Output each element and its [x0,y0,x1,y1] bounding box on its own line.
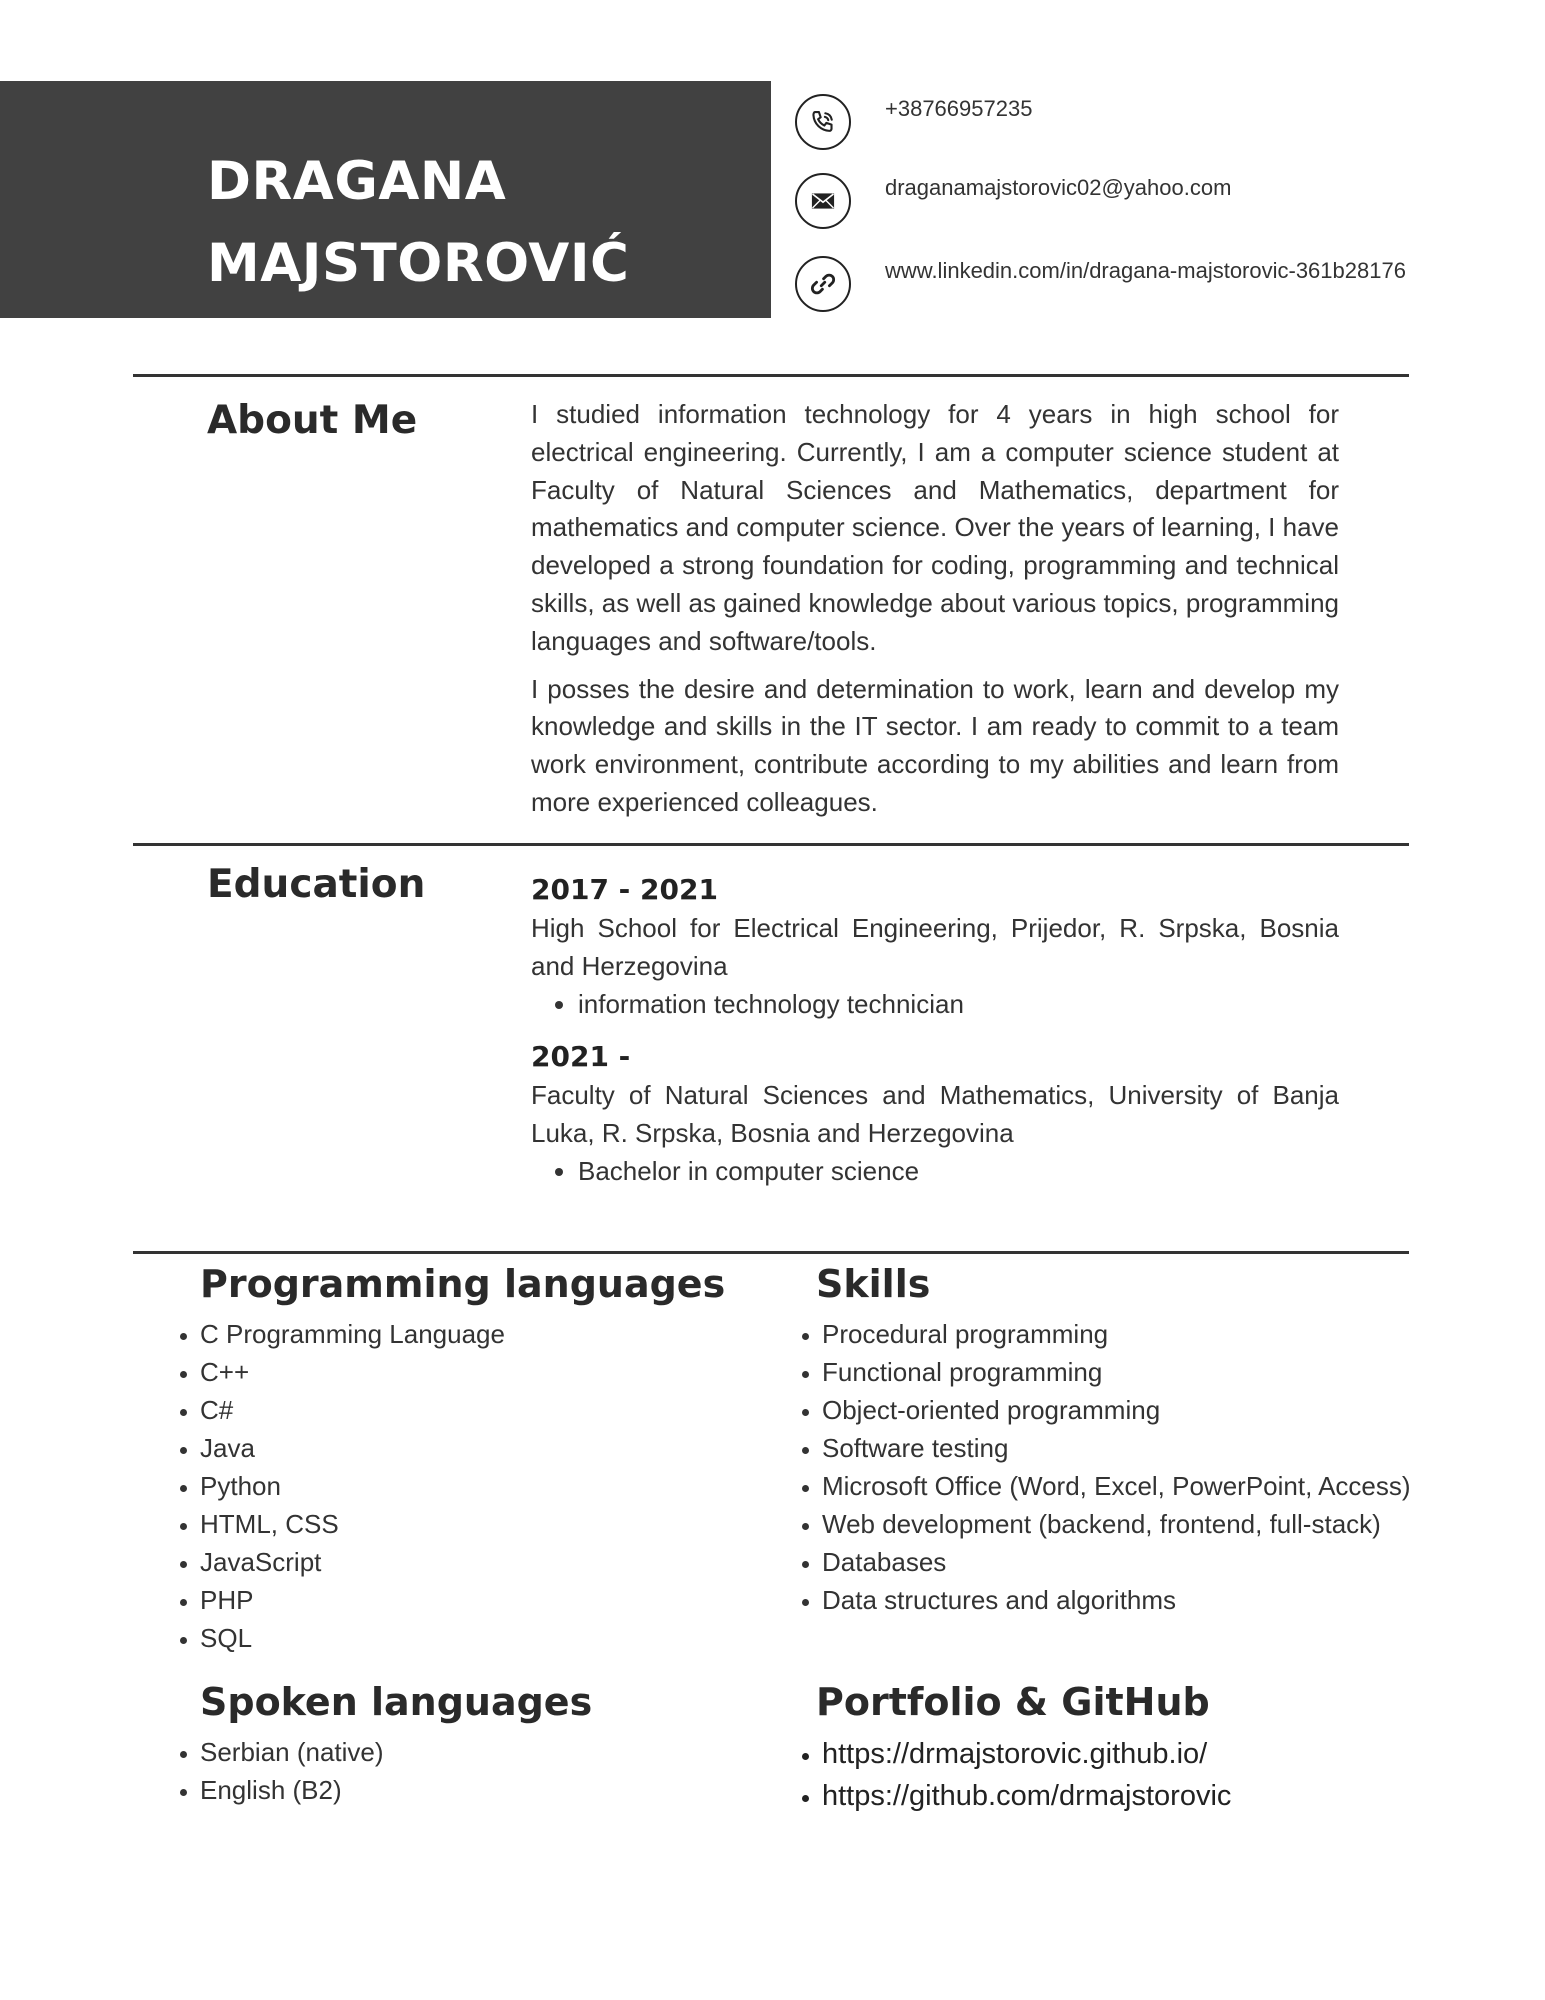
portfolio-link[interactable]: • https://github.com/drmajstorovic [822,1775,1509,1817]
programming-section [167,1253,767,1657]
education-institution: High School for Electrical Engineering, Prijedor, R. Srpska, Bosnia and Herzegovina [531,913,1339,981]
about-text [531,396,1339,832]
education-years: 2021 - [531,1040,631,1074]
first-name: DRAGANA [207,151,507,212]
programming-language-item: • PHP [200,1581,767,1619]
full-name [207,141,629,305]
skill-item: • Databases [822,1543,1509,1581]
divider [133,374,1409,377]
name-banner [0,81,771,318]
last-name: MAJSTOROVIĆ [207,233,630,294]
education-entry [531,870,1339,1023]
contact-linkedin [795,256,1535,320]
spoken-language-item: • Serbian (native) [200,1733,767,1771]
education-heading: Education [207,862,426,907]
programming-language-item: • JavaScript [200,1543,767,1581]
portfolio-section [789,1671,1509,1817]
skill-item: • Procedural programming [822,1315,1509,1353]
skill-item: • Object-oriented programming [822,1391,1509,1429]
phone-number[interactable]: +38766957235 [885,96,1033,121]
phone-icon [795,94,851,150]
spoken-heading: Spoken languages [200,1680,593,1724]
about-paragraph: I posses the desire and determination to work, learn and develop my knowledge and skills in the IT sector. I am ready to commit to a team work environment, contribute according to my abilities and learn from more experienced colleagues. [531,673,1339,817]
education-years: 2017 - 2021 [531,873,718,906]
portfolio-list [789,1733,1509,1817]
skill-item: • Web development (backend, frontend, full-stack) [822,1505,1509,1543]
skill-item: • Data structures and algorithms [822,1581,1509,1619]
email-link[interactable]: draganamajstorovic02@yahoo.com [885,175,1232,200]
skill-item: • Microsoft Office (Word, Excel, PowerPoint, Access) [822,1467,1509,1505]
skills-heading: Skills [816,1262,931,1306]
programming-heading: Programming languages [200,1262,726,1306]
spoken-section [167,1671,767,1809]
skill-item: • Functional programming [822,1353,1509,1391]
spoken-list [167,1733,767,1809]
link-icon [795,256,851,312]
portfolio-link[interactable]: • https://drmajstorovic.github.io/ [822,1733,1509,1775]
about-paragraph: I studied information technology for 4 years in high school for electrical engineering. Currently, I am a computer science student at Faculty of Natural Sciences and Mathematics, department for mathematics and computer science. Over the years of learning, I have developed a strong foundation for coding, programming and technical skills, as well as gained knowledge about various topics, programming languages and software/tools. [531,399,1339,656]
programming-language-item: • HTML, CSS [200,1505,767,1543]
education-entry [531,1037,1339,1190]
divider [133,843,1409,846]
skills-list [789,1315,1509,1619]
programming-language-item: • C++ [200,1353,767,1391]
programming-language-item: • C Programming Language [200,1315,767,1353]
skill-item: • Software testing [822,1429,1509,1467]
programming-language-item: • Java [200,1429,767,1467]
contact-phone [795,94,1535,158]
about-heading: About Me [207,398,418,443]
envelope-icon [795,173,851,229]
spoken-language-item: • English (B2) [200,1771,767,1809]
programming-language-item: • Python [200,1467,767,1505]
programming-language-item: • C# [200,1391,767,1429]
programming-list [167,1315,767,1657]
portfolio-heading: Portfolio & GitHub [816,1680,1210,1724]
education-institution: Faculty of Natural Sciences and Mathematics, University of Banja Luka, R. Srpska, Bosnia and Herzegovina [531,1080,1339,1149]
contact-email [795,173,1535,237]
education-list [531,870,1339,1191]
education-detail: • information technology technician [578,986,1339,1024]
programming-language-item: • SQL [200,1619,767,1657]
skills-section [789,1253,1509,1619]
linkedin-link[interactable]: www.linkedin.com/in/dragana-majstorovic-361b28176 [885,258,1406,283]
education-detail: • Bachelor in computer science [578,1153,1339,1191]
